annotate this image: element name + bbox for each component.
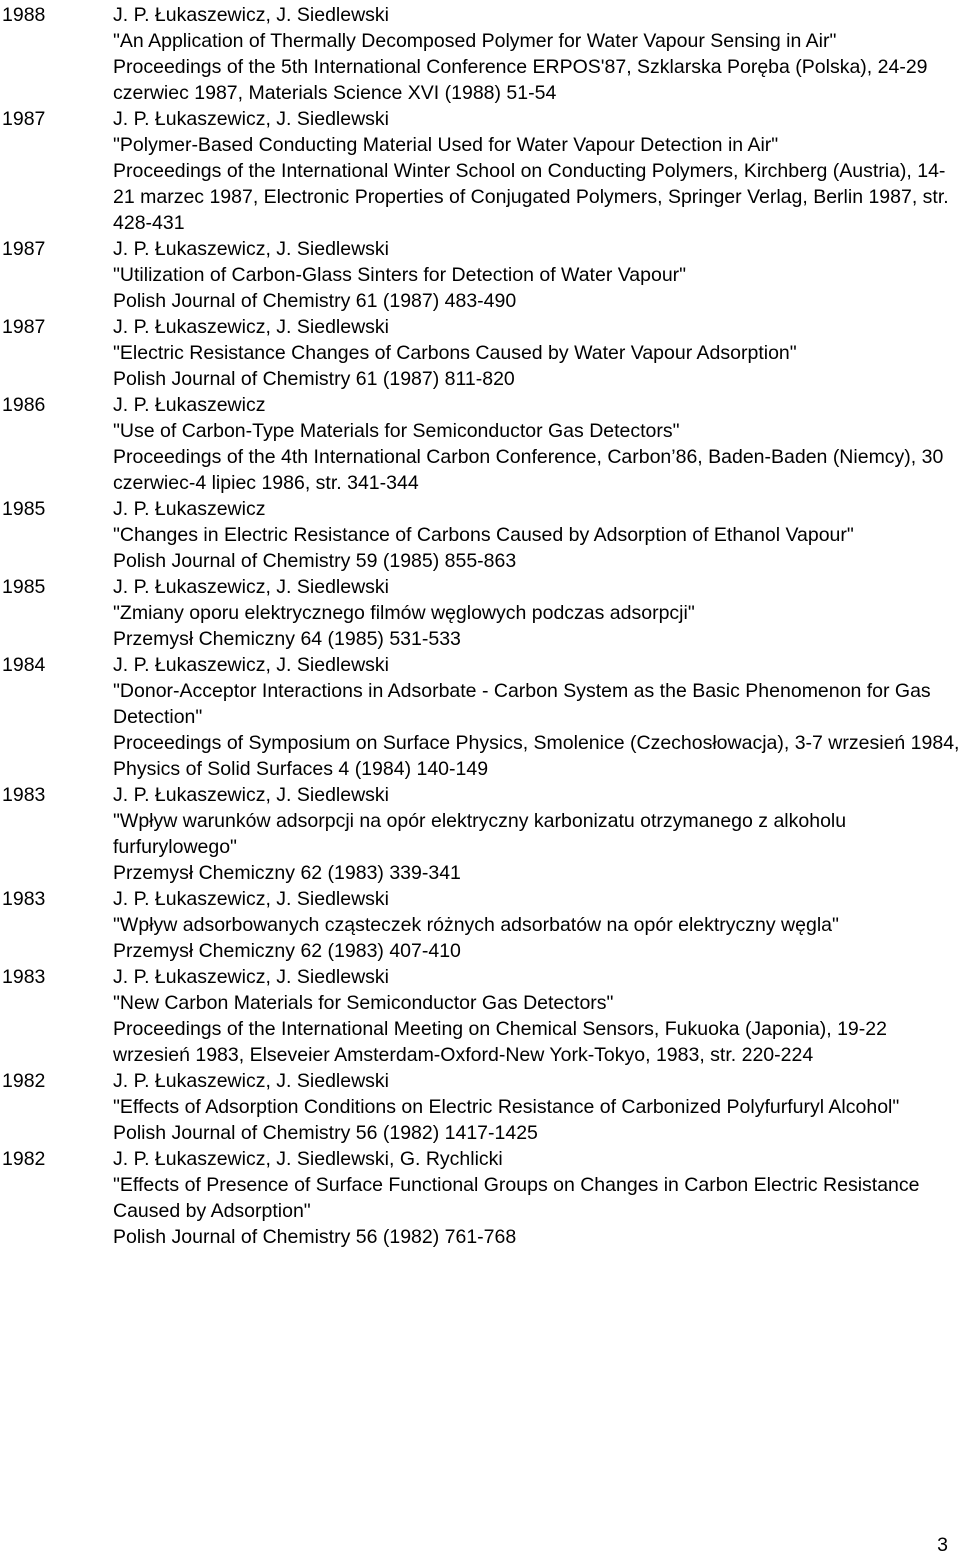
page-number: 3 [937, 1534, 948, 1556]
publication-source: Proceedings of the 5th International Conference ERPOS'87, Szklarska Poręba (Polska), 24-29 czerwiec 1987, Materials Science XVI (1988) 51-54 [113, 56, 928, 104]
publication-year: 1986 [2, 394, 46, 416]
publication-list [2, 2, 960, 1250]
publication-title: "New Carbon Materials for Semiconductor Gas Detectors" [113, 992, 614, 1014]
publication-details [113, 782, 960, 886]
publication-details [113, 314, 960, 392]
publication-authors: J. P. Łukaszewicz, J. Siedlewski [113, 1070, 389, 1092]
publication-title: "Utilization of Carbon-Glass Sinters for Detection of Water Vapour" [113, 264, 687, 286]
publication-year: 1984 [2, 654, 46, 676]
publication-source: Polish Journal of Chemistry 56 (1982) 761-768 [113, 1226, 517, 1248]
publication-entry [2, 106, 960, 236]
publication-entry [2, 1146, 960, 1250]
publication-details [113, 496, 960, 574]
publication-details [113, 886, 960, 964]
publication-source: Polish Journal of Chemistry 61 (1987) 811-820 [113, 368, 515, 390]
publication-entry [2, 2, 960, 106]
publication-source: Proceedings of the 4th International Carbon Conference, Carbon’86, Baden-Baden (Niemcy), 30 czerwiec-4 lipiec 1986, str. 341-344 [113, 446, 944, 494]
publication-title: "Donor-Acceptor Interactions in Adsorbate - Carbon System as the Basic Phenomenon for Gas Detection" [113, 680, 931, 728]
publication-title: "Polymer-Based Conducting Material Used for Water Vapour Detection in Air" [113, 134, 779, 156]
publication-year: 1985 [2, 498, 46, 520]
publication-details [113, 236, 960, 314]
publication-year: 1983 [2, 966, 46, 988]
publication-source: Przemysł Chemiczny 64 (1985) 531-533 [113, 628, 461, 650]
publication-year: 1982 [2, 1070, 46, 1092]
publication-authors: J. P. Łukaszewicz, J. Siedlewski [113, 654, 389, 676]
publication-details [113, 1146, 960, 1250]
publication-year: 1985 [2, 576, 46, 598]
publication-authors: J. P. Łukaszewicz, J. Siedlewski [113, 4, 389, 26]
publication-title: "An Application of Thermally Decomposed Polymer for Water Vapour Sensing in Air" [113, 30, 837, 52]
publication-source: Polish Journal of Chemistry 59 (1985) 855-863 [113, 550, 517, 572]
publication-entry [2, 314, 960, 392]
publication-details [113, 652, 960, 782]
publication-entry [2, 886, 960, 964]
publication-source: Proceedings of the International Meeting on Chemical Sensors, Fukuoka (Japonia), 19-22 wrzesień 1983, Elseveier Amsterdam-Oxford-New York-Tokyo, 1983, str. 220-224 [113, 1018, 887, 1066]
publication-authors: J. P. Łukaszewicz [113, 498, 266, 520]
publication-entry [2, 496, 960, 574]
publication-year: 1983 [2, 888, 46, 910]
publication-year: 1983 [2, 784, 46, 806]
publication-source: Proceedings of Symposium on Surface Physics, Smolenice (Czechosłowacja), 3-7 wrzesień 1984, Physics of Solid Surfaces 4 (1984) 140-149 [113, 732, 960, 780]
publication-year: 1987 [2, 316, 46, 338]
publication-source: Proceedings of the International Winter School on Conducting Polymers, Kirchberg (Austria), 14-21 marzec 1987, Electronic Properties of Conjugated Polymers, Springer Verlag, Berlin 1987, str. 428-431 [113, 160, 949, 234]
publication-title: "Wpływ adsorbowanych cząsteczek różnych adsorbatów na opór elektryczny węgla" [113, 914, 839, 936]
publication-details [113, 106, 960, 236]
publication-details [113, 392, 960, 496]
publication-title: "Effects of Adsorption Conditions on Electric Resistance of Carbonized Polyfurfuryl Alcohol" [113, 1096, 900, 1118]
publication-authors: J. P. Łukaszewicz, J. Siedlewski [113, 888, 389, 910]
publication-entry [2, 574, 960, 652]
publication-authors: J. P. Łukaszewicz, J. Siedlewski [113, 108, 389, 130]
publication-authors: J. P. Łukaszewicz, J. Siedlewski [113, 966, 389, 988]
publication-title: "Use of Carbon-Type Materials for Semiconductor Gas Detectors" [113, 420, 680, 442]
publication-details [113, 574, 960, 652]
publication-title: "Wpływ warunków adsorpcji na opór elektryczny karbonizatu otrzymanego z alkoholu furfurylowego" [113, 810, 847, 858]
publication-authors: J. P. Łukaszewicz, J. Siedlewski [113, 784, 389, 806]
publication-details [113, 1068, 960, 1146]
publication-entry [2, 782, 960, 886]
publication-source: Przemysł Chemiczny 62 (1983) 339-341 [113, 862, 461, 884]
publication-authors: J. P. Łukaszewicz, J. Siedlewski [113, 576, 389, 598]
publication-title: "Electric Resistance Changes of Carbons Caused by Water Vapour Adsorption" [113, 342, 797, 364]
publication-year: 1982 [2, 1148, 46, 1170]
publication-entry [2, 964, 960, 1068]
publication-authors: J. P. Łukaszewicz, J. Siedlewski [113, 238, 389, 260]
publication-source: Polish Journal of Chemistry 56 (1982) 1417-1425 [113, 1122, 538, 1144]
publication-source: Polish Journal of Chemistry 61 (1987) 483-490 [113, 290, 517, 312]
publication-title: "Changes in Electric Resistance of Carbons Caused by Adsorption of Ethanol Vapour" [113, 524, 854, 546]
publication-title: "Effects of Presence of Surface Functional Groups on Changes in Carbon Electric Resistance Caused by Adsorption" [113, 1174, 920, 1222]
publication-entry [2, 1068, 960, 1146]
publication-entry [2, 652, 960, 782]
publication-source: Przemysł Chemiczny 62 (1983) 407-410 [113, 940, 461, 962]
publication-entry [2, 392, 960, 496]
publication-authors: J. P. Łukaszewicz [113, 394, 266, 416]
publication-entry [2, 236, 960, 314]
publication-authors: J. P. Łukaszewicz, J. Siedlewski [113, 316, 389, 338]
publication-details [113, 2, 960, 106]
publication-authors: J. P. Łukaszewicz, J. Siedlewski, G. Rychlicki [113, 1148, 503, 1170]
publication-title: "Zmiany oporu elektrycznego filmów węglowych podczas adsorpcji" [113, 602, 695, 624]
publication-year: 1987 [2, 238, 46, 260]
publication-year: 1987 [2, 108, 46, 130]
publication-details [113, 964, 960, 1068]
publication-year: 1988 [2, 4, 46, 26]
